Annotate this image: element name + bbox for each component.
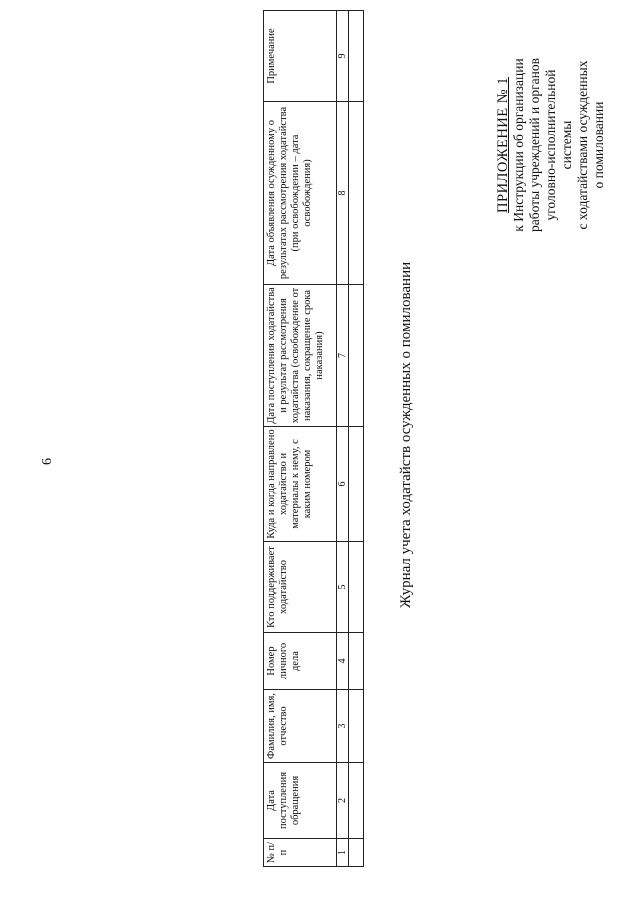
- header-cell-file-number: Номер личного дела: [264, 633, 337, 690]
- appendix-line: уголовно-исполнительной: [543, 69, 558, 221]
- column-number-row: [337, 11, 349, 867]
- table-cell: [349, 839, 364, 867]
- header-cell-date-received: Дата поступления обращения: [264, 763, 337, 839]
- column-number-cell: 3: [337, 690, 349, 763]
- column-number-cell: 2: [337, 763, 349, 839]
- appendix-line: к Инструкции об организации: [511, 58, 526, 232]
- column-number-cell: 7: [337, 285, 349, 427]
- table-cell: [349, 690, 364, 763]
- header-cell-full-name: Фамилия, имя, отчество: [264, 690, 337, 763]
- table-empty-row: [349, 11, 364, 867]
- column-number-cell: 1: [337, 839, 349, 867]
- appendix-heading: ПРИЛОЖЕНИЕ № 1: [495, 77, 511, 213]
- table-cell: [349, 102, 364, 285]
- table-cell: [349, 633, 364, 690]
- header-cell-sent-to: Куда и когда направлено ходатайство и материалы к нему, с каким номером: [264, 427, 337, 542]
- column-number-cell: 4: [337, 633, 349, 690]
- column-number-cell: 9: [337, 11, 349, 102]
- column-number-cell: 5: [337, 542, 349, 633]
- appendix-line: работы учреждений и органов: [527, 57, 542, 233]
- table-cell: [349, 285, 364, 427]
- appendix-line: о помиловании: [591, 101, 606, 189]
- appendix-line: с ходатайствами осужденных: [575, 60, 590, 230]
- table-cell: [349, 542, 364, 633]
- journal-table: [263, 10, 364, 867]
- header-cell-supporter: Кто поддерживает ходатайство: [264, 542, 337, 633]
- column-number-cell: 6: [337, 427, 349, 542]
- table-header-row: [264, 11, 337, 867]
- table-cell: [349, 427, 364, 542]
- header-cell-number: № п/п: [264, 839, 337, 867]
- header-cell-result: Дата поступления ходатайства и результат рассмотрения ходатайства (освобождение от наказания, сокращение срока наказания): [264, 285, 337, 427]
- header-cell-announcement: Дата объявления осужденному о результатах рассмотрения ходатайства (при освобождении – дата освобождения): [264, 102, 337, 285]
- column-number-cell: 8: [337, 102, 349, 285]
- appendix-block: [495, 25, 607, 265]
- table-cell: [349, 11, 364, 102]
- journal-title: Журнал учета ходатайств осужденных о помиловании: [398, 261, 414, 609]
- header-cell-note: Примечание: [264, 11, 337, 102]
- page-number: 6: [40, 458, 55, 465]
- table-cell: [349, 763, 364, 839]
- appendix-line: системы: [559, 120, 574, 170]
